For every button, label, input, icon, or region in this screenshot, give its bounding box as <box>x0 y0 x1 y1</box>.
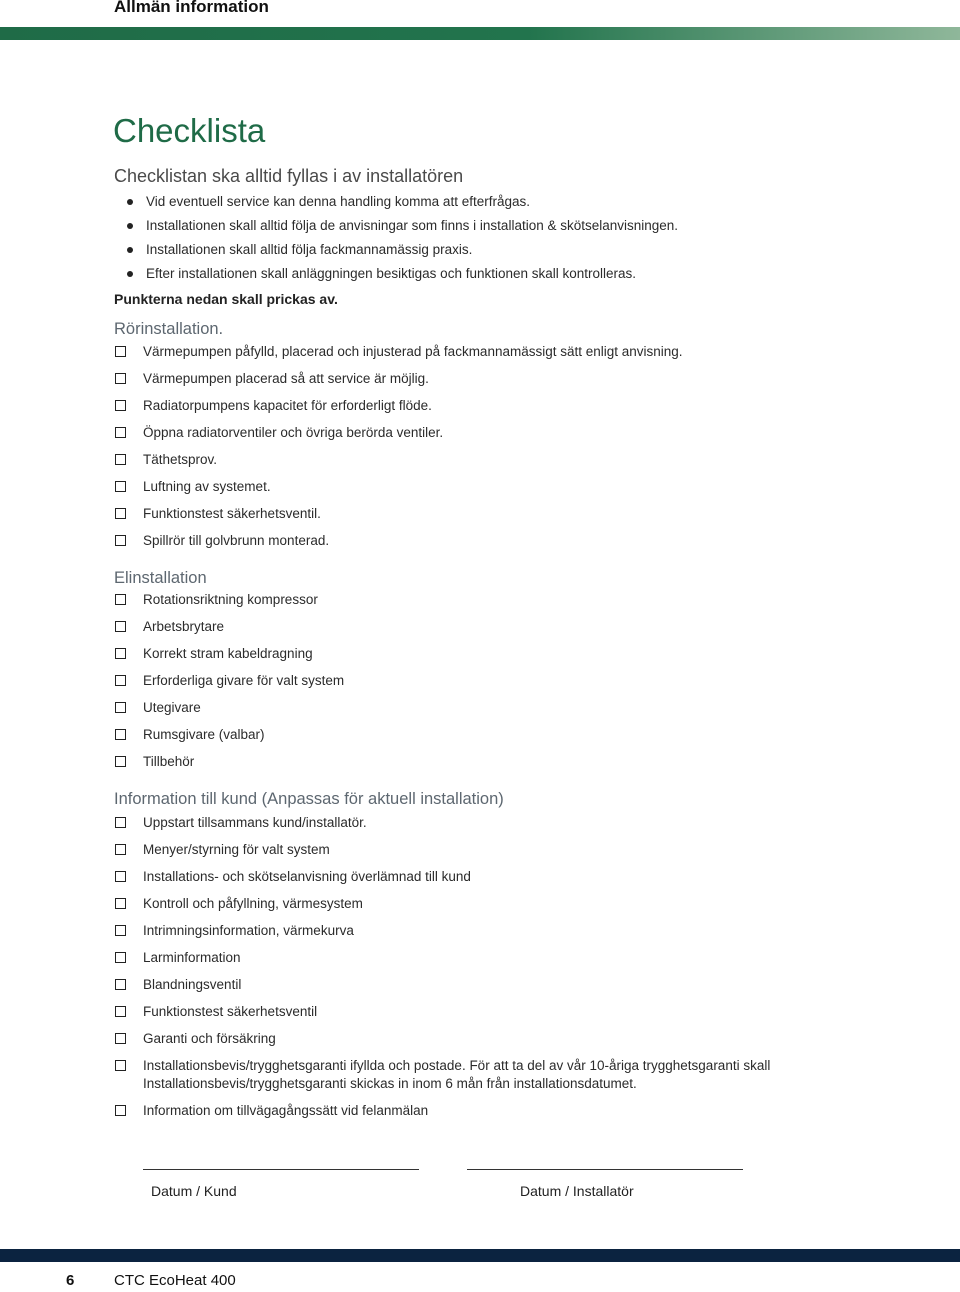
checkbox-icon[interactable] <box>115 925 126 936</box>
footer-product-name: CTC EcoHeat 400 <box>114 1272 236 1289</box>
checklist-item[interactable] <box>114 618 874 645</box>
signature-label-customer: Datum / Kund <box>151 1183 237 1199</box>
page-number: 6 <box>66 1272 75 1289</box>
checkbox-icon[interactable] <box>115 621 126 632</box>
checklist-item-label: Garanti och försäkring <box>143 1031 276 1046</box>
checklist-item[interactable] <box>114 370 874 397</box>
checklist-item[interactable] <box>114 1003 874 1030</box>
checkbox-icon[interactable] <box>115 346 126 357</box>
checkbox-icon[interactable] <box>115 1060 126 1071</box>
checklist-item[interactable] <box>114 841 874 868</box>
checkbox-icon[interactable] <box>115 871 126 882</box>
bullet-text: Vid eventuell service kan denna handling komma att efterfrågas. <box>146 194 530 209</box>
list-item <box>126 262 886 286</box>
checklist-item-label: Korrekt stram kabeldragning <box>143 646 313 661</box>
checklist-item-label: Installations- och skötselanvisning överlämnad till kund <box>143 869 471 884</box>
list-item <box>126 238 886 262</box>
checklist-item-label: Värmepumpen påfylld, placerad och injusterad på fackmannamässigt sätt enligt anvisning. <box>143 344 683 359</box>
checklist-item[interactable] <box>114 532 874 559</box>
bullet-text: Efter installationen skall anläggningen besiktigas och funktionen skall kontrolleras. <box>146 266 637 281</box>
instruction-note: Punkterna nedan skall prickas av. <box>114 291 338 307</box>
checklist-item-label: Värmepumpen placerad så att service är möjlig. <box>143 371 429 386</box>
checklist-item-label: Tillbehör <box>143 754 195 769</box>
checkbox-icon[interactable] <box>115 1006 126 1017</box>
signature-label-installer: Datum / Installatör <box>520 1183 634 1199</box>
header-title: Allmän information <box>114 0 269 16</box>
checklist-item[interactable] <box>114 424 874 451</box>
checklist-item[interactable] <box>114 976 874 1003</box>
checklist-item[interactable] <box>114 895 874 922</box>
checklist-item[interactable] <box>114 591 874 618</box>
checklist-item-label: Rotationsriktning kompressor <box>143 592 318 607</box>
checkbox-icon[interactable] <box>115 373 126 384</box>
bullet-icon <box>127 199 133 205</box>
checkbox-icon[interactable] <box>115 979 126 990</box>
checklist-item-label: Spillrör till golvbrunn monterad. <box>143 533 330 548</box>
signature-line-installer[interactable] <box>467 1169 743 1170</box>
checkbox-icon[interactable] <box>115 817 126 828</box>
bullet-text: Installationen skall alltid följa de anvisningar som finns i installation & skötselanvisningen. <box>146 218 679 233</box>
checklist-item-label: Radiatorpumpens kapacitet för erforderligt flöde. <box>143 398 432 413</box>
checklist-electric <box>114 591 874 780</box>
checkbox-icon[interactable] <box>115 952 126 963</box>
bullet-icon <box>127 247 133 253</box>
checkbox-icon[interactable] <box>115 729 126 740</box>
checklist-item[interactable] <box>114 949 874 976</box>
checklist-item[interactable] <box>114 397 874 424</box>
checkbox-icon[interactable] <box>115 702 126 713</box>
checkbox-icon[interactable] <box>115 427 126 438</box>
checklist-item[interactable] <box>114 922 874 949</box>
intro-heading: Checklistan ska alltid fyllas i av installatören <box>114 166 464 186</box>
checklist-item-label: Blandningsventil <box>143 977 242 992</box>
list-item <box>126 214 886 238</box>
checklist-item-label: Funktionstest säkerhetsventil. <box>143 506 321 521</box>
checklist-item[interactable] <box>114 868 874 895</box>
checklist-item[interactable] <box>114 753 874 780</box>
checklist-item[interactable] <box>114 699 874 726</box>
checkbox-icon[interactable] <box>115 1033 126 1044</box>
checkbox-icon[interactable] <box>115 844 126 855</box>
checklist-item[interactable] <box>114 505 874 532</box>
checklist-item[interactable] <box>114 478 874 505</box>
checkbox-icon[interactable] <box>115 648 126 659</box>
checklist-item-label: Utegivare <box>143 700 201 715</box>
header-band <box>0 27 960 40</box>
checkbox-icon[interactable] <box>115 508 126 519</box>
checklist-item-label: Erforderliga givare för valt system <box>143 673 345 688</box>
section-title-pipe: Rörinstallation. <box>114 320 224 338</box>
checklist-item-label: Menyer/styrning för valt system <box>143 842 330 857</box>
checklist-item-label: Installationsbevis/trygghetsgaranti ifyllda och postade. För att ta del av vår 10-åriga trygghetsgaranti skall Installationsbevis/trygghetsgaranti skickas in inom 6 mån från installationsdatumet. <box>143 1058 771 1091</box>
checklist-pipe <box>114 343 874 559</box>
checkbox-icon[interactable] <box>115 756 126 767</box>
checklist-item-label: Information om tillvägagångssätt vid felanmälan <box>143 1103 429 1118</box>
checkbox-icon[interactable] <box>115 481 126 492</box>
section-title-customer-info: Information till kund (Anpassas för aktuell installation) <box>114 790 504 808</box>
list-item <box>126 190 886 214</box>
signature-line-customer[interactable] <box>143 1169 419 1170</box>
checkbox-icon[interactable] <box>115 1105 126 1116</box>
intro-bullet-list <box>126 190 886 286</box>
checklist-item[interactable] <box>114 451 874 478</box>
checklist-item[interactable] <box>114 645 874 672</box>
bullet-icon <box>127 223 133 229</box>
section-title-electric: Elinstallation <box>114 569 207 587</box>
checkbox-icon[interactable] <box>115 675 126 686</box>
checklist-item[interactable] <box>114 1102 874 1129</box>
checklist-item-label: Funktionstest säkerhetsventil <box>143 1004 318 1019</box>
checklist-item[interactable] <box>114 726 874 753</box>
checklist-item-label: Täthetsprov. <box>143 452 218 467</box>
checklist-item-label: Luftning av systemet. <box>143 479 271 494</box>
checklist-item[interactable] <box>114 1057 874 1102</box>
checklist-customer-info <box>114 814 874 1129</box>
checklist-item-label: Arbetsbrytare <box>143 619 225 634</box>
checklist-item-label: Larminformation <box>143 950 241 965</box>
checkbox-icon[interactable] <box>115 400 126 411</box>
checklist-item[interactable] <box>114 814 874 841</box>
checklist-item[interactable] <box>114 343 874 370</box>
checklist-item-label: Uppstart tillsammans kund/installatör. <box>143 815 367 830</box>
checklist-item-label: Rumsgivare (valbar) <box>143 727 265 742</box>
checklist-item-label: Intrimningsinformation, värmekurva <box>143 923 354 938</box>
bullet-text: Installationen skall alltid följa fackmannamässig praxis. <box>146 242 473 257</box>
checklist-item[interactable] <box>114 672 874 699</box>
bullet-icon <box>127 271 133 277</box>
checklist-item-label: Öppna radiatorventiler och övriga berörda ventiler. <box>143 425 444 440</box>
checkbox-icon[interactable] <box>115 454 126 465</box>
checkbox-icon[interactable] <box>115 594 126 605</box>
checkbox-icon[interactable] <box>115 898 126 909</box>
page-title: Checklista <box>113 112 266 149</box>
checklist-item-label: Kontroll och påfyllning, värmesystem <box>143 896 363 911</box>
checkbox-icon[interactable] <box>115 535 126 546</box>
checklist-item[interactable] <box>114 1030 874 1057</box>
